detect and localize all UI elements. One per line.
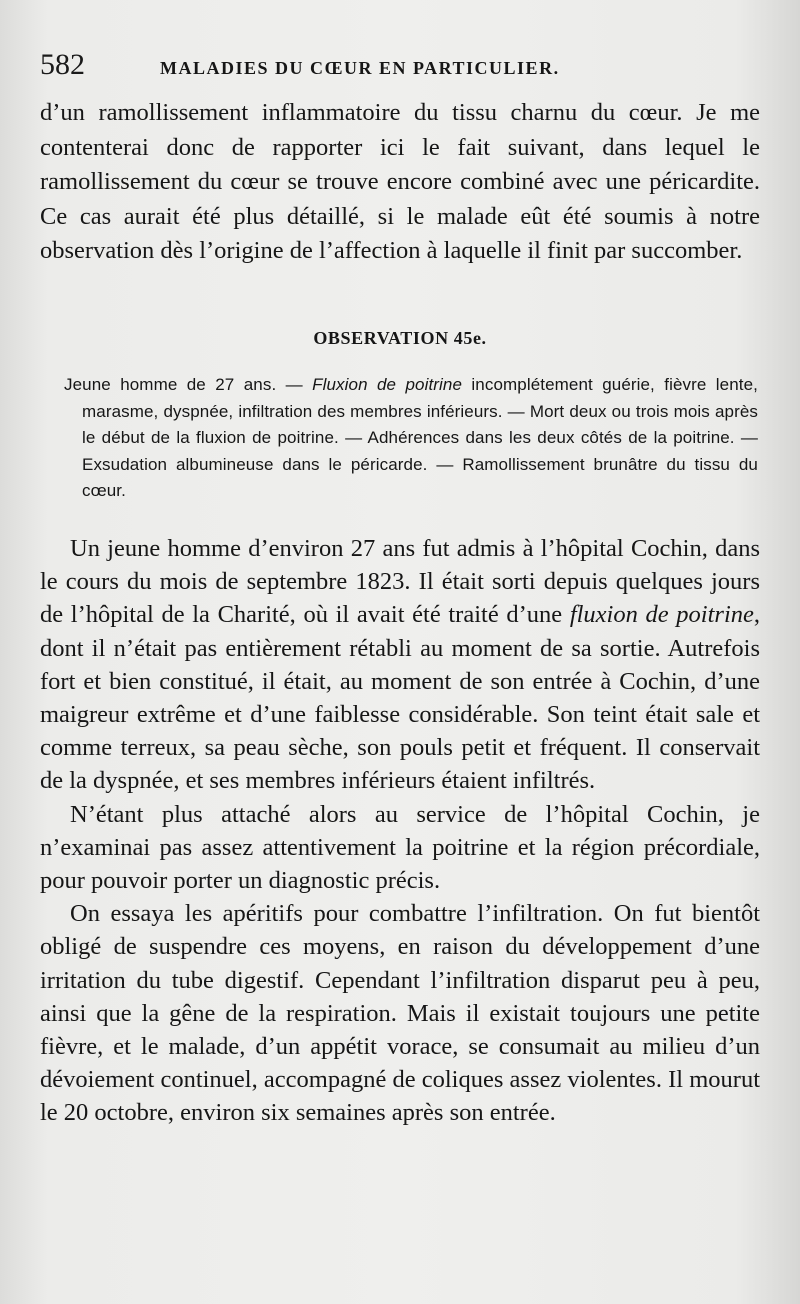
page-header <box>40 48 760 88</box>
body-paragraph-3: On essaya les apéritifs pour combattre l’infiltration. On fut bientôt obligé de suspendre ces moyens, en raison du développement d’une irritation du tube digestif. Cependant l’infiltration disparut peu à peu, ainsi que la gêne de la respiration. Mais il existait toujours une petite fièvre, et le malade, d’un appétit vorace, se consumait au milieu d’un dévoiement continuel, accompagné de coliques assez violentes. Il mourut le 20 octobre, environ six semaines après son entrée. <box>40 900 760 1127</box>
intro-paragraph: d’un ramollissement inflammatoire du tissu charnu du cœur. Je me contenterai donc de rapporter ici le fait suivant, dans lequel le ramollissement du cœur se trouve encore combiné avec une péricardite. Ce cas aurait été plus détaillé, si le malade eût été soumis à notre observation dès l’origine de l’affection à laquelle il finit par succomber. <box>40 99 760 264</box>
p1-before: Un jeune homme d’environ 27 ans fut admis à l’hôpital Cochin, dans le cours du mois de septembre 1823. Il était sorti depuis quelques jours de l’hôpital de la Charité, où il avait été traité d’une <box>40 535 760 629</box>
body-paragraph-2: N’étant plus attaché alors au service de l’hôpital Cochin, je n’examinai pas assez attentivement la poitrine et la région précordiale, pour pouvoir porter un diagnostic précis. <box>40 800 760 895</box>
summary-part-1: Jeune homme de 27 ans. — <box>64 375 313 394</box>
observation-summary <box>64 372 758 505</box>
summary-italic: Fluxion de poitrine <box>312 375 463 394</box>
page-number: 582 <box>40 48 85 81</box>
summary-part-2: incomplétement guérie, fièvre lente, marasme, dyspnée, infiltration des membres inférieurs. — Mort deux ou trois mois après le début de la fluxion de poitrine. — Adhérences dans les deux côtés de la poitrine. — Exsudation albumineuse dans le péricarde. — Ramollissement brunâtre du tissu du cœur. <box>82 375 758 501</box>
p1-after: , dont il n’était pas entièrement rétabli au moment de sa sortie. Autrefois fort et bien constitué, il était, au moment de son entrée à Cochin, d’une maigreur extrême et d’une faiblesse considérable. Son teint était sale et comme terreux, sa peau sèche, son pouls petit et fréquent. Il conservait de la dyspnée, et ses membres inférieurs étaient infiltrés. <box>40 601 761 795</box>
body-paragraph-1 <box>40 532 760 798</box>
observation-title: OBSERVATION 45e. <box>313 328 487 348</box>
running-title: MALADIES DU CŒUR EN PARTICULIER. <box>160 58 560 78</box>
observation-summary-text <box>64 372 758 505</box>
p1-italic: fluxion de poitrine <box>569 601 754 629</box>
body-text <box>40 532 760 1130</box>
